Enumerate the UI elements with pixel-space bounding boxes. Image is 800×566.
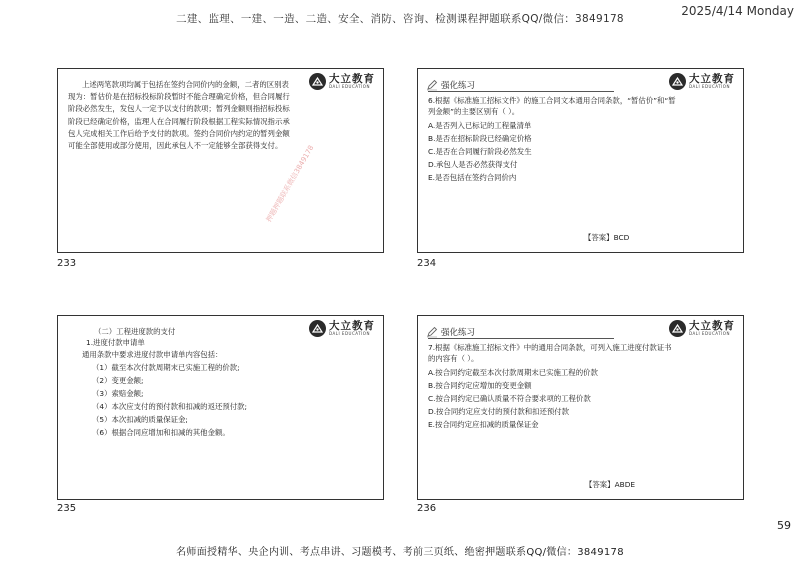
list-subtitle: 1.进度付款申请单 <box>86 338 145 347</box>
page-number: 59 <box>777 519 791 532</box>
logo-name: 大立教育 <box>329 319 375 332</box>
question-block <box>428 342 678 431</box>
dali-logo <box>669 320 735 337</box>
option-a: A.是否列入已标记的工程量清单 <box>428 121 532 130</box>
slide-233 <box>57 68 384 253</box>
option-b: B.按合同约定应增加的变更金额 <box>428 381 532 390</box>
slide-235 <box>57 315 384 500</box>
logo-name: 大立教育 <box>689 72 735 85</box>
section-heading <box>426 326 475 338</box>
logo-name-en: DALI EDUCATION <box>329 331 370 337</box>
option-d: D.按合同约定应支付的预付款和扣还预付款 <box>428 407 570 416</box>
answer-label: 【答案】BCD <box>584 233 630 242</box>
option-c: C.是否在合同履行阶段必然发生 <box>428 147 532 156</box>
option-e: E.按合同约定应扣减的质量保证金 <box>428 420 539 429</box>
logo-name-en: DALI EDUCATION <box>329 84 370 90</box>
slide-number: 234 <box>417 258 437 269</box>
list-item: （2）变更金额; <box>92 376 144 385</box>
date-stamp: 2025/4/14 Monday <box>681 4 794 18</box>
question-block <box>428 95 678 184</box>
logo-name: 大立教育 <box>689 319 735 332</box>
section-heading <box>426 79 475 91</box>
section-divider <box>428 338 614 339</box>
logo-name: 大立教育 <box>329 72 375 85</box>
list-item: （4）本次应支付的预付款和扣减的返还预付款; <box>92 402 248 411</box>
option-a: A.按合同约定截至本次付款周期末已实施工程的价款 <box>428 368 598 377</box>
logo-name-en: DALI EDUCATION <box>689 84 730 90</box>
question-stem: 6.根据《标准施工招标文件》的施工合同文本通用合同条款，“暂估价”和“暂列金额”的主要区别有（ ）。 <box>428 96 676 116</box>
answer-label: 【答案】ABDE <box>585 480 636 489</box>
question-stem: 7.根据《标准施工招标文件》中的通用合同条款，可列入施工进度付款证书的内容有（ ）。 <box>428 343 672 363</box>
option-e: E.是否包括在签约合同价内 <box>428 173 517 182</box>
section-divider <box>428 91 614 92</box>
payment-list <box>82 326 326 439</box>
watermark: 押题押题联系微信3849178 <box>264 143 316 224</box>
section-title: 强化练习 <box>441 328 476 338</box>
pencil-icon <box>426 79 438 91</box>
slide-233-text: 上述两笔款项均属于包括在签约合同价内的金额，二者的区别表现为：暂估价是在招标投标阶段暂时不能合理确定价格，但合同履行阶段必然发生，发包人一定予以支付的款项；暂列金额则指招标投标阶段已经确定价格，监理人在合同履行阶段根据工程实际情况指示承包人完成相关工作后给予支付的款项。签约合同价内约定的暂列金额可能全部使用或部分使用，因此承包人不一定能够全部获得支付。 <box>68 80 290 151</box>
option-c: C.按合同约定已确认质量不符合要求项的工程价款 <box>428 394 591 403</box>
logo-name-en: DALI EDUCATION <box>689 331 730 337</box>
dali-logo-icon <box>669 73 686 90</box>
option-d: D.承包人是否必然获得支付 <box>428 160 518 169</box>
list-title: （二）工程进度款的支付 <box>94 327 176 336</box>
list-item: （6）根据合同应增加和扣减的其他金额。 <box>92 428 230 437</box>
dali-logo-icon <box>669 320 686 337</box>
list-item: （5）本次扣减的质量保证金; <box>92 415 188 424</box>
page-header: 二建、监理、一建、一造、二造、安全、消防、咨询、检测课程押题联系QQ/微信：3849178 <box>176 13 624 25</box>
list-item: （3）索赔金额; <box>92 389 144 398</box>
page-footer: 名师面授精华、央企内训、考点串讲、习题模考、考前三页纸、绝密押题联系QQ/微信：3849178 <box>176 547 624 558</box>
section-title: 强化练习 <box>441 81 476 91</box>
slide-number: 236 <box>417 503 437 514</box>
dali-logo <box>669 73 735 90</box>
slide-number: 235 <box>57 503 77 514</box>
dali-logo-icon <box>309 73 326 90</box>
slide-236 <box>417 315 744 500</box>
slide-number: 233 <box>57 258 77 269</box>
pencil-icon <box>426 326 438 338</box>
option-b: B.是否在招标阶段已经确定价格 <box>428 134 532 143</box>
dali-logo <box>309 73 375 90</box>
list-item: （1）截至本次付款周期末已实施工程的价款; <box>92 363 240 372</box>
list-intro: 通用条款中要求进度付款申请单内容包括： <box>82 350 223 359</box>
slide-234 <box>417 68 744 253</box>
